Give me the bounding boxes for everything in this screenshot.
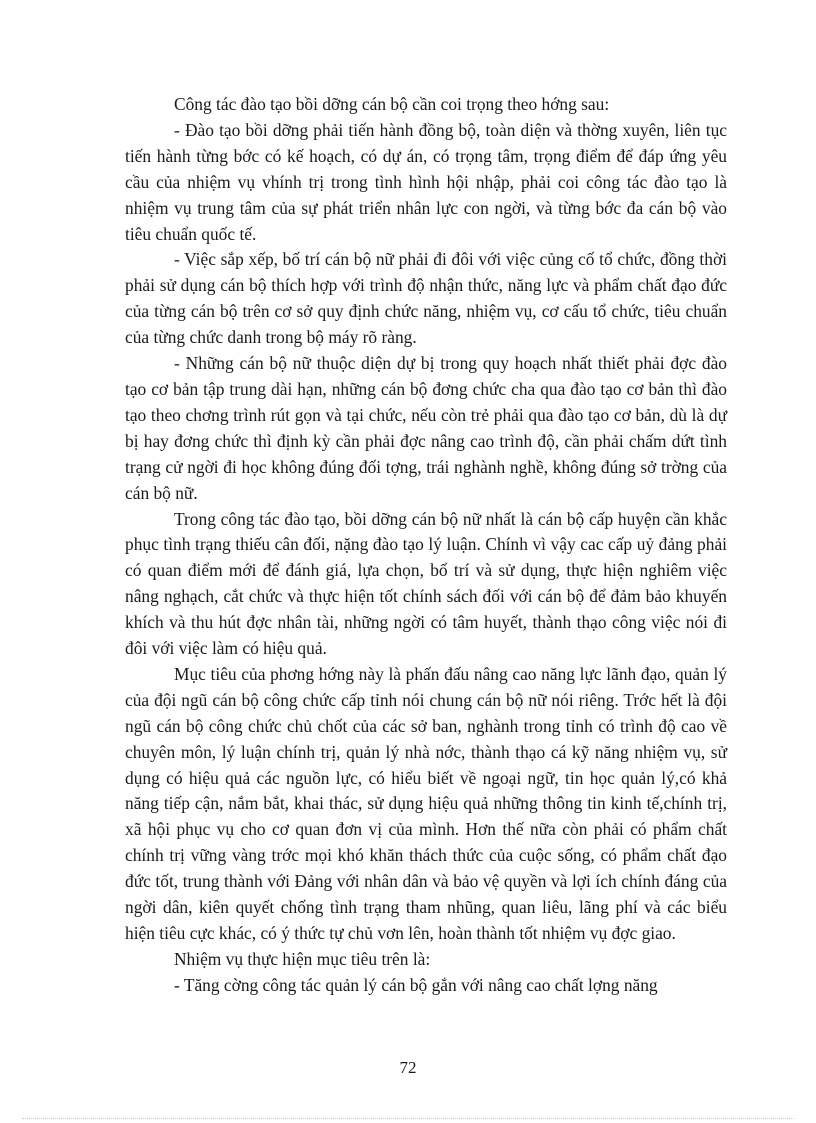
- paragraph-objectives: Mục tiêu của phơng hớng này là phấn đấu nâng cao năng lực lãnh đạo, quản lý của đội ngũ cán bộ công chức cấp tỉnh nói chung cán bộ nữ nói riêng. Trớc hết là đội ngũ cán bộ công chức chủ chốt của các sở ban, nghành trong tỉnh có trình độ cao về chuyên môn, lý luận chính trị, quản lý nhà nớc, thành thạo cá kỹ năng nhiệm vụ, sử dụng có hiệu quả các nguồn lực, có hiểu biết về ngoại ngữ, tin học quản lý,có khả năng tiếp cận, nắm bắt, khai thác, sử dụng hiệu quả những thông tin kinh tế,chính trị, xã hội phục vụ cho cơ quan đơn vị của mình. Hơn thế nữa còn phải có phẩm chất chính trị vững vàng trớc mọi khó khăn thách thức của cuộc sống, có phẩm chất đạo đức tốt, trung thành với Đảng với nhân dân và bảo vệ quyền và lợi ích chính đáng của ngời dân, kiên quyết chống tình trạng tham nhũng, quan liêu, lãng phí và các biểu hiện tiêu cực khác, có ý thức tự chủ vơn lên, hoàn thành tốt nhiệm vụ đợc giao.: [125, 663, 727, 943]
- paragraph-tasks-heading: Nhiệm vụ thực hiện mục tiêu trên là:: [174, 948, 431, 969]
- page-bottom-divider: [22, 1118, 794, 1119]
- paragraph-arrangement: - Việc sắp xếp, bố trí cán bộ nữ phải đi đôi với việc củng cố tổ chức, đồng thời phải sử dụng cán bộ thích hợp với trình độ nhận thức, năng lực và phẩm chất đạo đức của từng cán bộ trên cơ sở quy định chức năng, nhiệm vụ, cơ cấu tổ chức, tiêu chuẩn của từng chức danh trong bộ máy rõ ràng.: [125, 249, 727, 348]
- paragraph-reserve-cadres: - Những cán bộ nữ thuộc diện dự bị trong quy hoạch nhất thiết phải đợc đào tạo cơ bản tập trung dài hạn, những cán bộ đơng chức cha qua đào tạo cơ bản thì đào tạo theo chơng trình rút gọn và tại chức, nếu còn trẻ phải qua đào tạo cơ bản, dù là dự bị hay đơng chức thì định kỳ cần phải đợc nâng cao trình độ, cần phải chấm dứt tình trạng cử ngời đi học không đúng đối tợng, trái nghành nghề, không đúng sở trờng của cán bộ nữ.: [125, 353, 727, 503]
- paragraph-district-training: Trong công tác đào tạo, bồi dỡng cán bộ nữ nhất là cán bộ cấp huyện cần khắc phục tình trạng thiếu cân đối, nặng đào tạo lý luận. Chính vì vậy cac cấp uỷ đảng phải có quan điểm mới để đánh giá, lựa chọn, bố trí và sử dụng, thực hiện nghiêm việc nâng nghạch, cắt chức và thực hiện tốt chính sách đối với cán bộ để đảm bảo khuyến khích và thu hút đợc nhân tài, những ngời có tâm huyết, thành thạo công việc nói đi đôi với việc làm có hiệu quả.: [125, 508, 727, 659]
- paragraph-task-strengthen: - Tăng cờng công tác quản lý cán bộ gắn với nâng cao chất lợng năng: [174, 974, 658, 995]
- page-number: 72: [399, 1058, 417, 1077]
- page-body: [125, 92, 727, 999]
- paragraph-intro: Công tác đào tạo bồi dỡng cán bộ cần coi trọng theo hớng sau:: [174, 94, 610, 114]
- paragraph-training-requirements: - Đào tạo bồi dỡng phải tiến hành đồng bộ, toàn diện và thờng xuyên, liên tục tiến hành từng bớc có kế hoạch, có dự án, có trọng tâm, trọng điểm để đáp ứng yêu cầu của nhiệm vụ vhính trị trong tình hình hội nhập, phải coi công tác đào tạo là nhiệm vụ trung tâm của sự phát triển nhân lực con ngời, và từng bớc đa cán bộ vào tiêu chuẩn quốc tế.: [125, 119, 727, 244]
